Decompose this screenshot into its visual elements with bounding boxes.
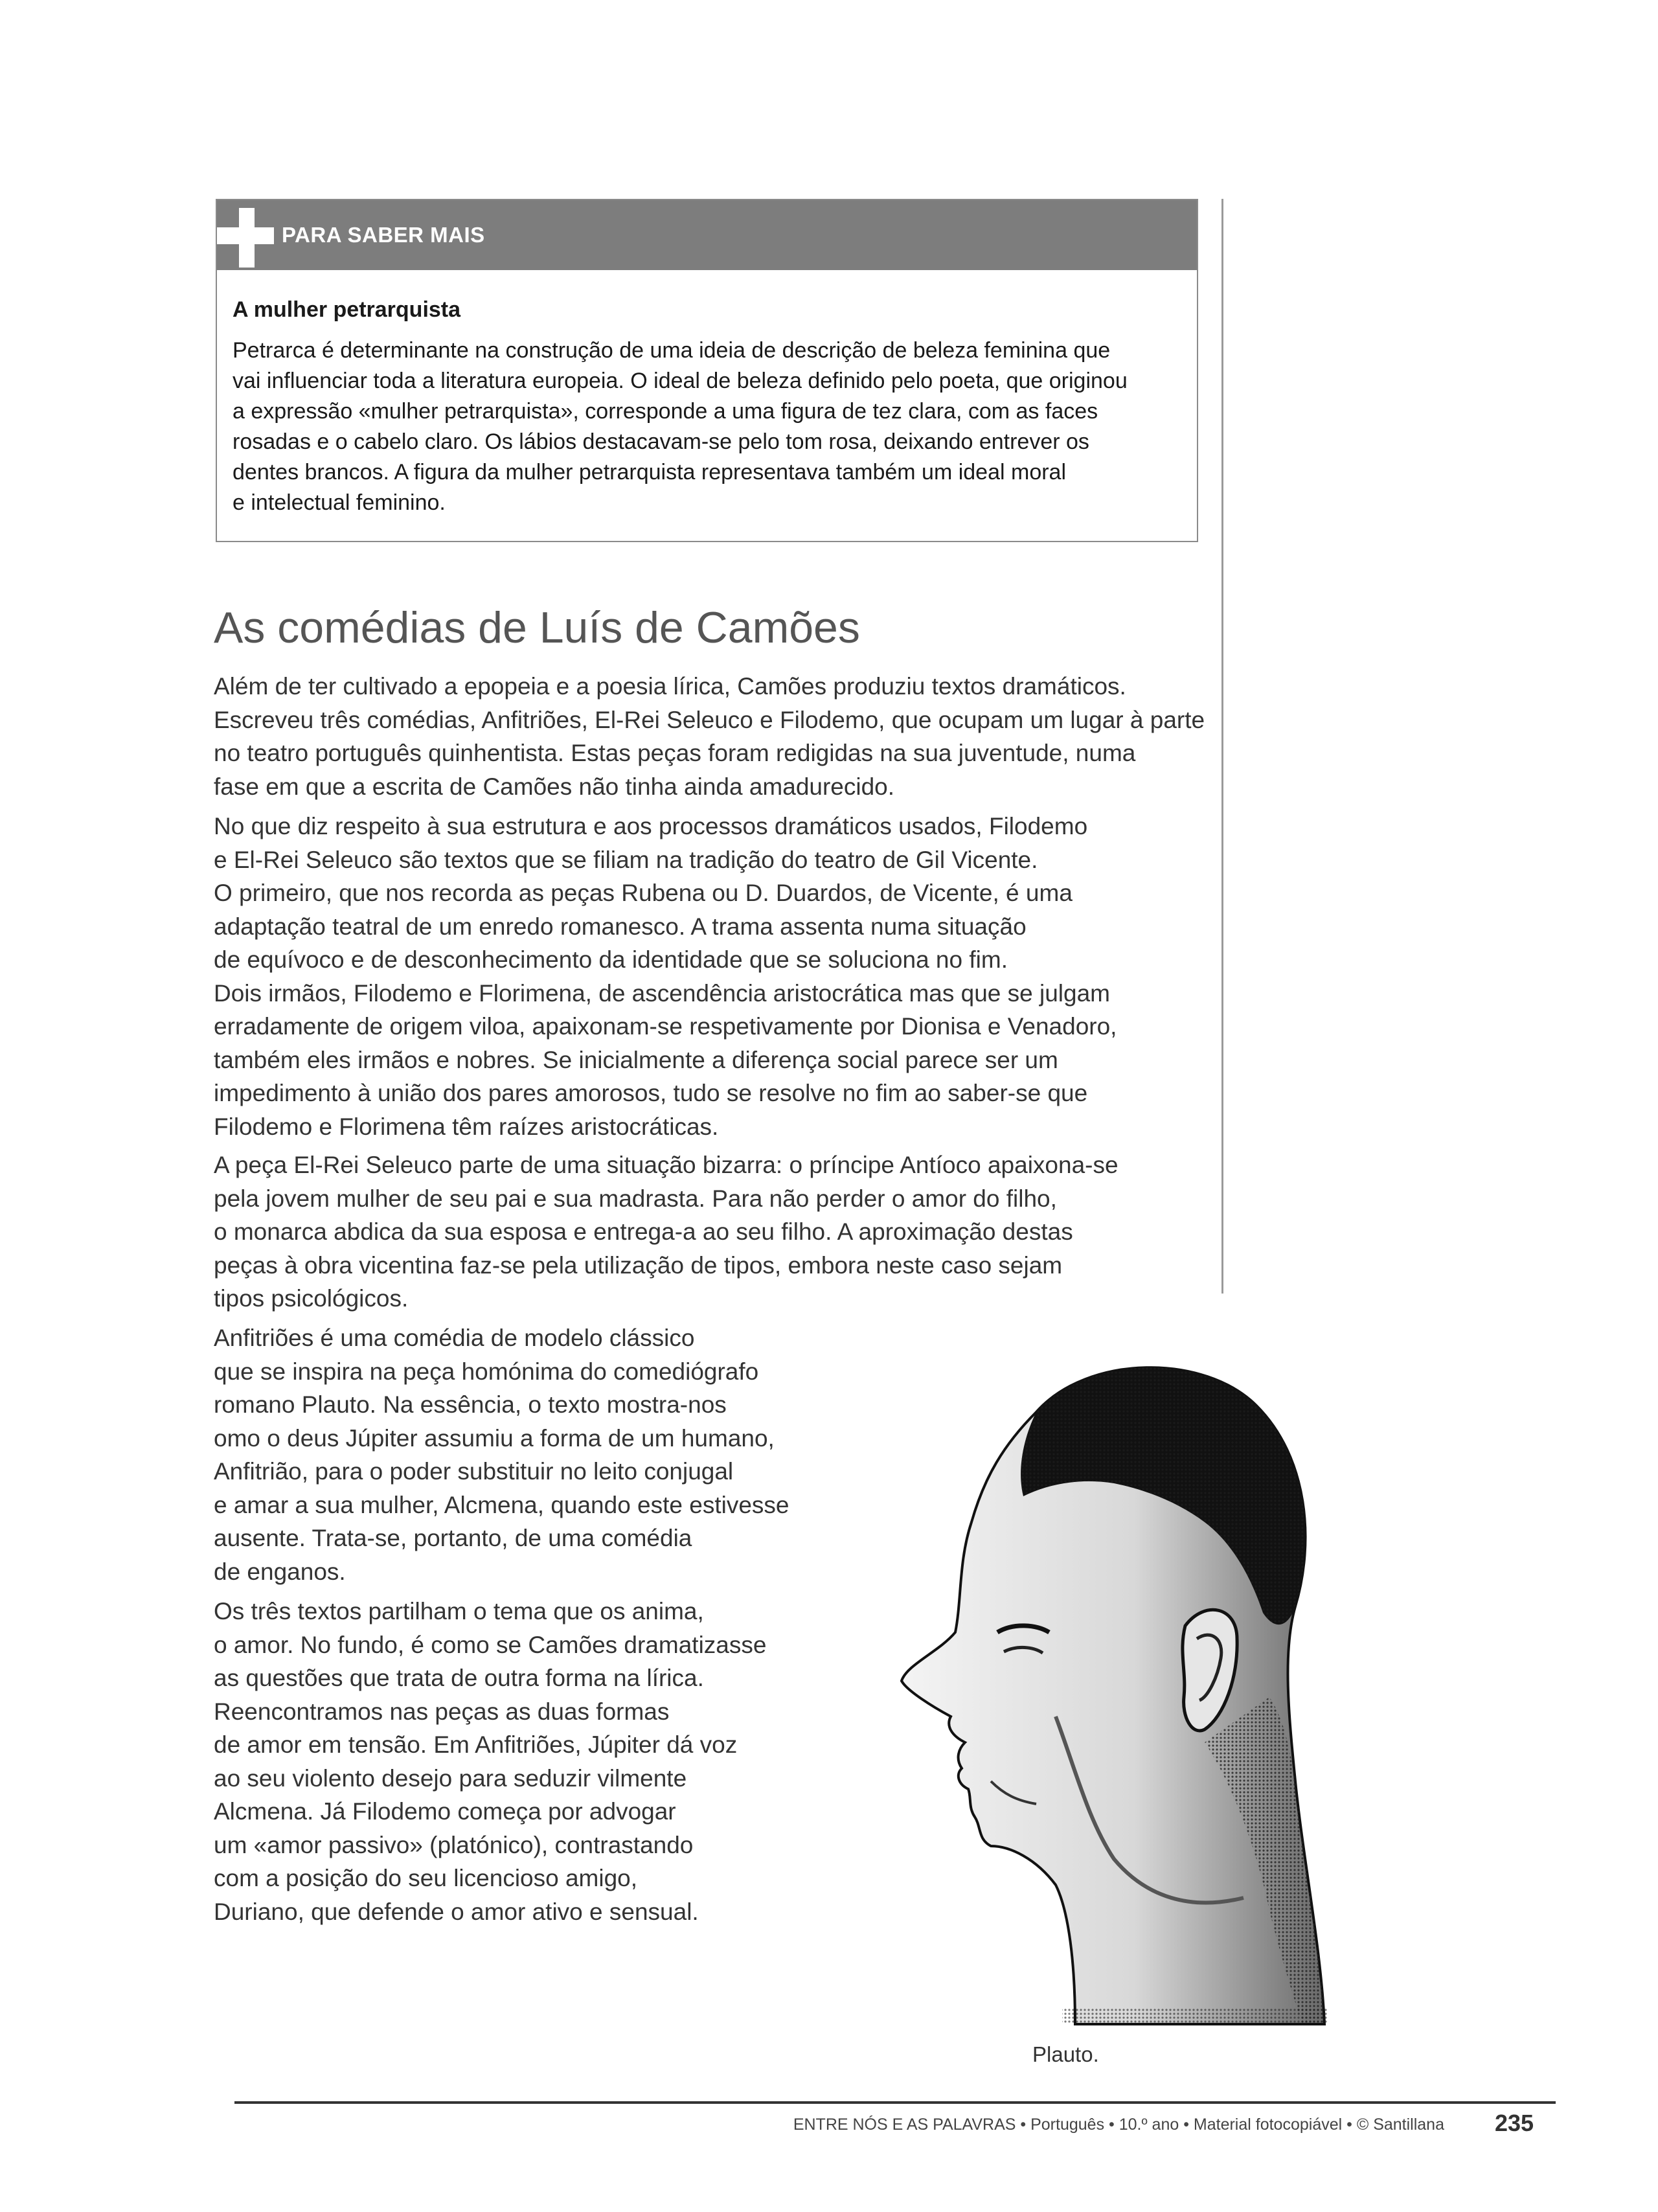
text-line: vai influenciar toda a literatura europeia. O ideal de beleza definido pelo poeta, que originou bbox=[233, 369, 1128, 393]
text-line: com a posição do seu licencioso amigo, bbox=[214, 1865, 638, 1891]
text-line: A peça El-Rei Seleuco parte de uma situação bizarra: o príncipe Antíoco apaixona-se bbox=[214, 1152, 1119, 1178]
paragraph-4 bbox=[214, 1321, 861, 1588]
plautus-portrait bbox=[842, 1328, 1334, 2034]
info-box-text bbox=[233, 336, 1185, 518]
text-line: dentes brancos. A figura da mulher petrarquista representava também um ideal moral bbox=[233, 460, 1067, 485]
text-line: Filodemo e Florimena têm raízes aristocráticas. bbox=[214, 1113, 719, 1140]
text-line: Petrarca é determinante na construção de uma ideia de descrição de beleza feminina que bbox=[233, 338, 1111, 363]
info-box bbox=[216, 199, 1198, 542]
text-line: no teatro português quinhentista. Estas peças foram redigidas na sua juventude, numa bbox=[214, 740, 1136, 766]
text-line: a expressão «mulher petrarquista», corresponde a uma figura de tez clara, com as faces bbox=[233, 399, 1098, 424]
text-line: o amor. No fundo, é como se Camões dramatizasse bbox=[214, 1631, 767, 1658]
text-line: Alcmena. Já Filodemo começa por advogar bbox=[214, 1798, 676, 1825]
text-line: e amar a sua mulher, Alcmena, quando este estivesse bbox=[214, 1491, 789, 1518]
info-box-title: A mulher petrarquista bbox=[233, 297, 461, 322]
text-line: fase em que a escrita de Camões não tinha ainda amadurecido. bbox=[214, 773, 895, 800]
text-line: erradamente de origem viloa, apaixonam-se respetivamente por Dionisa e Venadoro, bbox=[214, 1013, 1117, 1040]
text-line: ao seu violento desejo para seduzir vilmente bbox=[214, 1764, 687, 1792]
text-line: o monarca abdica da sua esposa e entrega-a ao seu filho. A aproximação destas bbox=[214, 1218, 1073, 1245]
text-line: e intelectual feminino. bbox=[233, 490, 446, 515]
text-line: Os três textos partilham o tema que os anima, bbox=[214, 1598, 704, 1625]
figure-caption: Plauto. bbox=[1032, 2042, 1099, 2066]
text-line: romano Plauto. Na essência, o texto mostra-nos bbox=[214, 1391, 727, 1418]
paragraph-5 bbox=[214, 1595, 861, 1928]
text-line: adaptação teatral de um enredo romanesco. A trama assenta numa situação bbox=[214, 913, 1027, 940]
text-line: Reencontramos nas peças as duas formas bbox=[214, 1698, 670, 1725]
text-line: omo o deus Júpiter assumiu a forma de um humano, bbox=[214, 1424, 775, 1452]
info-box-header bbox=[217, 200, 1197, 270]
vertical-divider bbox=[1221, 199, 1223, 1294]
text-line: O primeiro, que nos recorda as peças Rubena ou D. Duardos, de Vicente, é uma bbox=[214, 880, 1073, 906]
paragraph-1 bbox=[214, 670, 1211, 803]
text-line: rosadas e o cabelo claro. Os lábios destacavam-se pelo tom rosa, deixando entrever os bbox=[233, 429, 1089, 454]
text-line: um «amor passivo» (platónico), contrastando bbox=[214, 1831, 694, 1858]
footer-text: ENTRE NÓS E AS PALAVRAS • Português • 10.º ano • Material fotocopiável • © Santillana bbox=[793, 2115, 1444, 2134]
text-line: impedimento à união dos pares amorosos, tudo se resolve no fim ao saber-se que bbox=[214, 1080, 1088, 1106]
text-line: Anfitriões é uma comédia de modelo clássico bbox=[214, 1325, 695, 1351]
text-line: Escreveu três comédias, Anfitriões, El-Rei Seleuco e Filodemo, que ocupam um lugar à parte bbox=[214, 706, 1205, 733]
text-line: também eles irmãos e nobres. Se inicialmente a diferença social parece ser um bbox=[214, 1046, 1058, 1073]
text-line: de enganos. bbox=[214, 1558, 346, 1585]
text-line: peças à obra vicentina faz-se pela utilização de tipos, embora neste caso sejam bbox=[214, 1251, 1063, 1279]
paragraph-3 bbox=[214, 1148, 1211, 1316]
text-line: Duriano, que defende o amor ativo e sensual. bbox=[214, 1898, 699, 1925]
text-line: de amor em tensão. Em Anfitriões, Júpiter dá voz bbox=[214, 1731, 738, 1758]
text-line: as questões que trata de outra forma na lírica. bbox=[214, 1665, 704, 1691]
footer-divider bbox=[234, 2101, 1556, 2104]
text-line: pela jovem mulher de seu pai e sua madrasta. Para não perder o amor do filho, bbox=[214, 1185, 1057, 1212]
text-line: e El-Rei Seleuco são textos que se filiam na tradição do teatro de Gil Vicente. bbox=[214, 846, 1038, 873]
text-line: tipos psicológicos. bbox=[214, 1285, 409, 1312]
text-line: Anfitrião, para o poder substituir no leito conjugal bbox=[214, 1458, 734, 1485]
section-title: As comédias de Luís de Camões bbox=[214, 603, 860, 652]
paragraph-2 bbox=[214, 810, 1211, 1143]
text-line: No que diz respeito à sua estrutura e aos processos dramáticos usados, Filodemo bbox=[214, 813, 1088, 839]
plus-icon bbox=[217, 200, 274, 270]
text-line: que se inspira na peça homónima do comediógrafo bbox=[214, 1358, 759, 1385]
text-line: Dois irmãos, Filodemo e Florimena, de ascendência aristocrática mas que se julgam bbox=[214, 979, 1110, 1007]
text-line: de equívoco e de desconhecimento da identidade que se soluciona no fim. bbox=[214, 946, 1008, 973]
info-box-label: PARA SABER MAIS bbox=[282, 223, 485, 247]
text-line: Além de ter cultivado a epopeia e a poesia lírica, Camões produziu textos dramáticos. bbox=[214, 673, 1126, 700]
text-line: ausente. Trata-se, portanto, de uma comédia bbox=[214, 1525, 692, 1551]
page-number: 235 bbox=[1495, 2110, 1534, 2136]
